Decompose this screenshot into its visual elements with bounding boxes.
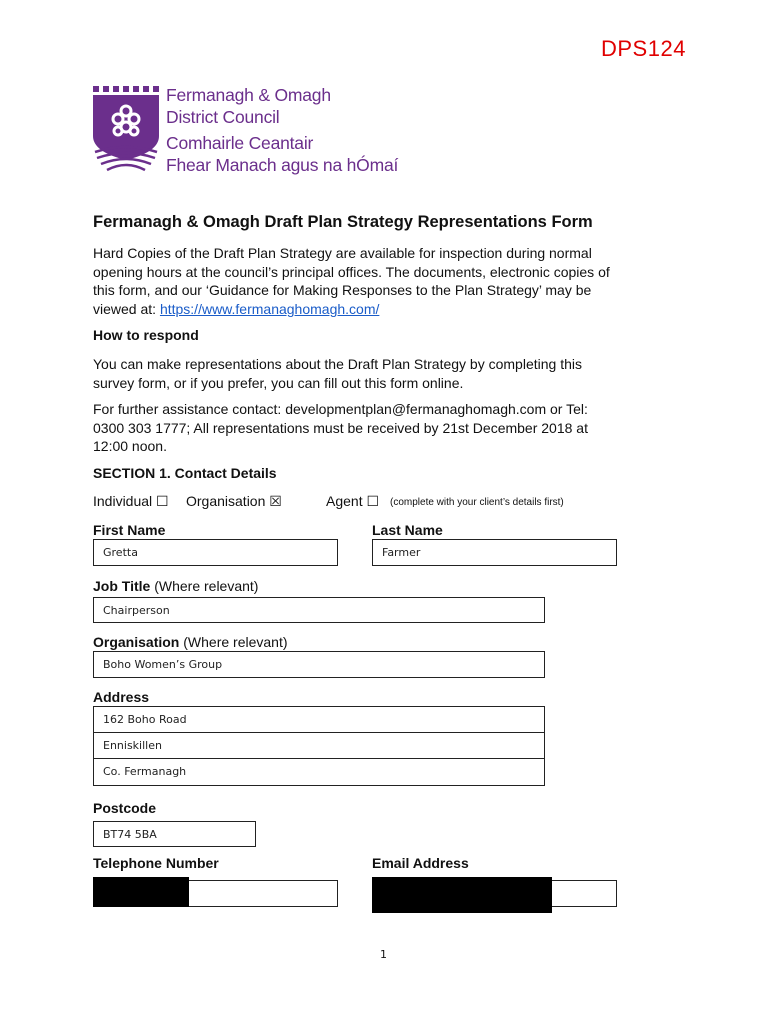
- assist-line: 12:00 noon.: [93, 438, 167, 455]
- organisation-hint: (Where relevant): [183, 634, 288, 650]
- telephone-label: Telephone Number: [93, 855, 219, 871]
- email-label: Email Address: [372, 855, 469, 871]
- council-name: [166, 85, 398, 176]
- address-line-1[interactable]: 162 Boho Road: [94, 707, 544, 733]
- section-heading: SECTION 1. Contact Details: [93, 465, 277, 481]
- postcode-label: Postcode: [93, 800, 157, 816]
- assist-line: For further assistance contact: developmentplan@fermanaghomagh.com or Tel:: [93, 401, 588, 417]
- job-title-label: [93, 578, 258, 594]
- page-title: Fermanagh & Omagh Draft Plan Strategy Representations Form: [93, 213, 593, 231]
- agent-checkbox[interactable]: Agent ☐: [326, 493, 380, 509]
- document-reference-code: DPS124: [601, 36, 686, 61]
- individual-checkbox[interactable]: Individual ☐: [93, 493, 169, 509]
- job-title-hint: (Where relevant): [154, 578, 259, 594]
- page-number: 1: [380, 948, 387, 961]
- organisation-label-text: Organisation: [93, 634, 180, 650]
- intro-prefix: viewed at:: [93, 301, 160, 318]
- job-title-label-text: Job Title: [93, 578, 151, 594]
- postcode-field[interactable]: BT74 5BA: [93, 821, 256, 847]
- organisation-checkbox[interactable]: Organisation ☒: [186, 493, 282, 509]
- council-name-line: Comhairle Ceantair: [166, 133, 314, 153]
- council-name-line: District Council: [166, 106, 280, 127]
- council-name-line: Fhear Manach agus na hÓmaí: [166, 154, 399, 175]
- intro-line: Hard Copies of the Draft Plan Strategy are available for inspection during normal: [93, 245, 592, 261]
- assistance-paragraph: [93, 400, 683, 456]
- address-line-2[interactable]: Enniskillen: [94, 733, 544, 759]
- last-name-field[interactable]: Farmer: [372, 539, 617, 566]
- how-to-respond-paragraph: [93, 355, 683, 392]
- council-website-link[interactable]: https://www.fermanaghomagh.com/: [159, 301, 380, 318]
- last-name-label: Last Name: [372, 522, 443, 538]
- how-line: You can make representations about the Draft Plan Strategy by completing this: [93, 356, 582, 372]
- agent-note: (complete with your client’s details first): [390, 497, 564, 508]
- job-title-field[interactable]: Chairperson: [93, 597, 545, 623]
- first-name-label: First Name: [93, 522, 166, 538]
- redaction-block: [372, 877, 552, 913]
- address-label: Address: [93, 689, 150, 705]
- how-to-respond-heading: How to respond: [93, 327, 199, 343]
- first-name-field[interactable]: Gretta: [93, 539, 338, 566]
- council-name-line: Fermanagh & Omagh: [166, 85, 331, 105]
- council-logo-icon: [93, 86, 163, 172]
- intro-line: this form, and our ‘Guidance for Making Responses to the Plan Strategy’ may be: [93, 282, 592, 299]
- address-field[interactable]: [93, 706, 545, 786]
- organisation-label: [93, 634, 288, 650]
- how-line: survey form, or if you prefer, you can fill out this form online.: [93, 374, 464, 391]
- address-line-3[interactable]: Co. Fermanagh: [103, 765, 187, 778]
- assist-line: 0300 303 1777; All representations must be received by 21st December 2018 at: [93, 419, 588, 436]
- organisation-field[interactable]: Boho Women’s Group: [93, 651, 545, 678]
- intro-line: opening hours at the council’s principal offices. The documents, electronic copies of: [93, 263, 610, 280]
- intro-paragraph: [93, 244, 683, 319]
- redaction-block: [93, 877, 189, 907]
